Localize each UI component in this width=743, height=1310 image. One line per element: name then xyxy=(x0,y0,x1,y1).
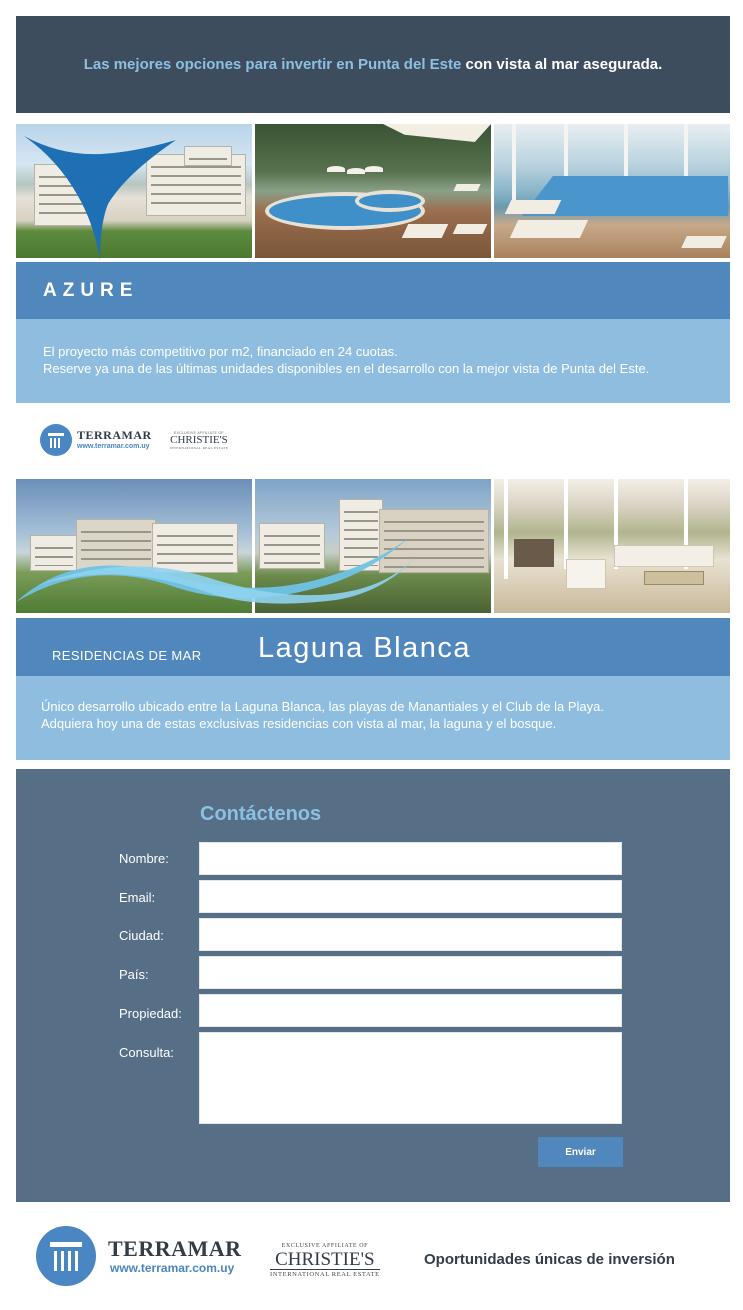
laguna-desc-line-2: Adquiera hoy una de estas exclusivas residencias con vista al mar, la laguna y el bosque. xyxy=(41,716,557,731)
nombre-label: Nombre: xyxy=(119,851,169,866)
terramar-logo-footer[interactable] xyxy=(36,1226,242,1286)
consulta-label: Consulta: xyxy=(119,1045,174,1060)
contact-form xyxy=(16,769,730,1202)
christies-logo-footer xyxy=(270,1243,380,1278)
terramar-columns-icon xyxy=(40,424,72,456)
christies-logo-small xyxy=(170,431,228,450)
ciudad-label: Ciudad: xyxy=(119,928,164,943)
consulta-textarea[interactable] xyxy=(199,1032,622,1124)
brand-logos-small xyxy=(40,424,228,456)
terramar-logo-small[interactable] xyxy=(40,424,152,456)
enviar-button[interactable]: Enviar xyxy=(538,1137,623,1167)
laguna-desc-line-1: Único desarrollo ubicado entre la Laguna Blanca, las playas de Manantiales y el Club de la Playa. xyxy=(41,699,604,714)
laguna-description xyxy=(16,676,730,760)
azure-pool-deck-image xyxy=(255,124,491,258)
azure-description xyxy=(16,319,730,403)
email-input[interactable] xyxy=(199,880,622,913)
christies-sub-small: INTERNATIONAL REAL ESTATE xyxy=(169,445,229,450)
christies-affiliate-small: EXCLUSIVE AFFILIATE OF xyxy=(173,430,224,435)
contact-title: Contáctenos xyxy=(200,803,322,825)
footer-tagline: Oportunidades únicas de inversión xyxy=(424,1251,675,1268)
laguna-title: Laguna Blanca xyxy=(258,632,471,664)
header-banner xyxy=(16,16,730,113)
laguna-subtitle: RESIDENCIAS DE MAR xyxy=(52,648,202,663)
header-text xyxy=(84,56,663,73)
ciudad-input[interactable] xyxy=(199,918,622,951)
header-rest: con vista al mar asegurada. xyxy=(461,56,663,73)
propiedad-input[interactable] xyxy=(199,994,622,1027)
propiedad-label: Propiedad: xyxy=(119,1006,182,1021)
christies-sub-footer: INTERNATIONAL REAL ESTATE xyxy=(270,1271,380,1278)
christies-name-small: CHRISTIE'S xyxy=(170,433,228,446)
terramar-name-footer: TERRAMAR xyxy=(108,1236,242,1261)
azure-desc-line-1: El proyecto más competitivo por m2, financiado en 24 cuotas. xyxy=(43,344,398,359)
laguna-wave-logo xyxy=(16,530,496,612)
nombre-input[interactable] xyxy=(199,842,622,875)
azure-sail-logo xyxy=(16,124,186,264)
laguna-living-room-image xyxy=(494,479,730,613)
azure-indoor-pool-image xyxy=(494,124,730,258)
terramar-url-small: www.terramar.com.uy xyxy=(77,443,150,450)
pais-label: País: xyxy=(119,967,149,982)
terramar-url-footer: www.terramar.com.uy xyxy=(110,1261,235,1275)
laguna-title-bar xyxy=(16,618,730,676)
azure-title: AZURE xyxy=(43,279,139,301)
email-label: Email: xyxy=(119,890,156,905)
azure-desc-line-2: Reserve ya una de las últimas unidades disponibles en el desarrollo con la mejor vista de Punta del Este. xyxy=(43,361,650,376)
christies-affiliate-footer: EXCLUSIVE AFFILIATE OF xyxy=(281,1243,369,1249)
header-highlight: Las mejores opciones para invertir en Punta del Este xyxy=(83,56,462,73)
terramar-columns-icon-footer xyxy=(36,1226,96,1286)
pais-input[interactable] xyxy=(199,956,622,989)
terramar-name-small: TERRAMAR xyxy=(77,428,152,442)
azure-title-bar xyxy=(16,262,730,319)
christies-name-footer: CHRISTIE'S xyxy=(275,1249,375,1270)
